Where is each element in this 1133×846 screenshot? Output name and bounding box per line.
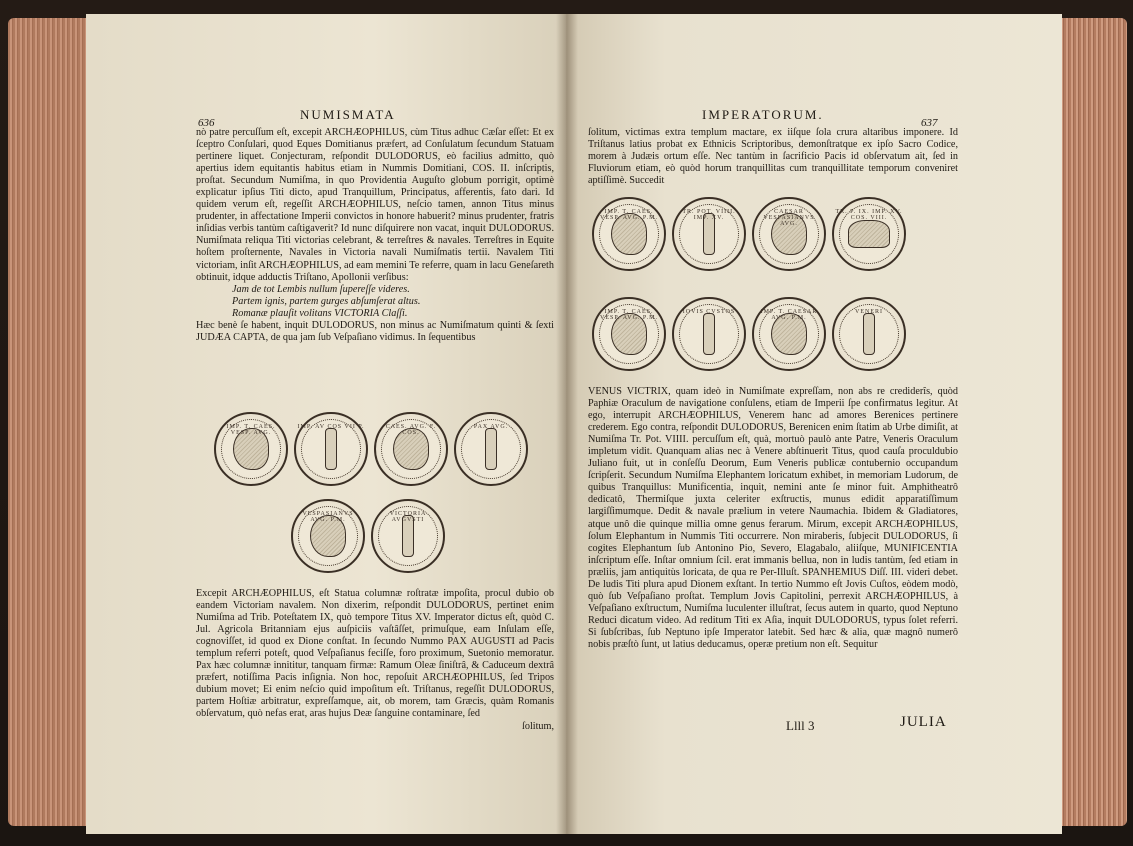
coin-row-top — [592, 197, 906, 271]
verse-line: Partem ignis, partem gurges abſumſerat altus. — [232, 295, 421, 307]
coin-legend: CAES. AVG. F. COS. — [385, 424, 437, 436]
coin-legend: IOVIS CVSTOS — [682, 309, 736, 315]
book-gutter — [556, 14, 578, 834]
page-number: 636 — [198, 117, 215, 129]
paragraph: Excepit ARCHÆOPHILUS, eſt Statua columnæ roſtratæ impoſita, procul dubio ob eandem Victoriam navalem. Non dixerim, reſpondit DULODORUS, pertinet enim Numiſma ad Trib. Poteſtatem IX, quò tempore Titus XV. Imperator dictus eſt, quòd C. Jul. Agricola Britanniam ejus auſpiciis vaſtâſſet, primuſque, eam Inſulam eſſe, cognoviſſet, id quod ex Dione conſtat. In ſecundo Nummo PAX AUGUSTI ad Pacis templum referri poteſt, quod Veſpaſianus feciſſe, foro proximum, Suetonio memoratur. Pax hæc columnæ innititur, tanquam firmæ: Ramum Oleæ ſiniſtrâ, & Caduceum dextrâ præfert, notiſſima Pacis inſignia. Non hoc, repoſuit ARCHÆOPHILUS, ſed Tripos dubium movet; Ei enim neſcio quid impoſitum eſt. Triſtanus, regeſſit DULODORUS, partem Hoſtiæ arbitratur, expreſſamque, ait, ob morem, tam Græcis, quàm Romanis obſervatum, quò nefas erat, aras hujus Deæ ſanguine contaminare, ſed — [196, 588, 554, 720]
paragraph: Hæc benè ſe habent, inquit DULODORUS, non minus ac Numiſmatum quinti & ſexti JUDÆA CAPTA, de qua jam ſub Veſpaſiano vidimus. In ſequentibus — [196, 319, 554, 343]
right-page — [566, 14, 1062, 834]
right-page-edges — [1059, 18, 1127, 826]
paragraph: nò patre percuſſum eſt, excepit ARCHÆOPHILUS, cùm Titus adhuc Cæſar eſſet: Et ex ſceptro Conſulari, quod Eques Domitianus præfert, ad Conſulatum ſecundum Statuam pertinere liquet. Conjecturam, reſpondit DULODORUS, eò facilius admitto, quò apertius idem equitantis habitus etiam in Nummis Domitiani, COS. II. inſcriptis, proſtat. Secundum Numiſma, in quo Providentia Auguſto globum porrigit, optimè explicatur ipſius Titi dicto, apud Tranquillum, Principatus, afferentis, fato dari. Id quidem verum eſt, regeſſit ARCHÆOPHILUS, neſcio tamen, annon Titus minus prudenter, in affectatione Imperii convictos in honore habuerit? minus prudenter, fratris inſidias verbis tantùm caſtigaverit? Id nunc diſquirere non vacat, inquit DULODORUS. Numiſmata reliqua Titi victorias celebrant, & terreſtres & navales. Terreſtres in Equite hoſtem proſternente, Navales in Victoria navali Numiſmatis tertii. Navalem Titi victoriam, inſit ARCHÆOPHILUS, ad eam memini Te referre, quam in lacu Geneſareth obtinuit, idque adductis Triſtano, Apollonii verſibus: — [196, 127, 554, 283]
coin-column — [294, 412, 368, 486]
coin-legend: TR. P. IX. IMP. XV. COS. VIII. — [835, 209, 903, 221]
catchword: JULIA — [900, 714, 947, 730]
coin-legend: IMP. AV COS VII P. — [297, 424, 365, 430]
verse-line: Jam de tot Lembis nullum ſupereſſe videres. — [232, 283, 410, 295]
coin-portrait — [592, 197, 666, 271]
rostral-column-icon — [325, 428, 337, 470]
coin-victory — [371, 499, 445, 573]
verse-line: Romanæ plauſit volitans VICTORIA Claſſi. — [232, 307, 408, 319]
left-text-top — [196, 127, 554, 344]
neptune-figure-icon — [863, 313, 875, 355]
left-page-edges — [8, 18, 88, 826]
coin-legend: IMP. T. CAES. VESP. AVG. — [226, 424, 276, 436]
coin-elephant — [832, 197, 906, 271]
coin-portrait — [214, 412, 288, 486]
coin-row-top — [214, 412, 528, 486]
right-text-top — [588, 127, 958, 187]
coin-row-bottom — [592, 297, 906, 371]
coin-portrait — [752, 197, 826, 271]
coin-pax — [454, 412, 528, 486]
coin-portrait — [291, 499, 365, 573]
pax-figure-icon — [485, 428, 497, 470]
catchword: ſolitum, — [522, 720, 554, 732]
coin-legend: IMP. T. CAES. VESP. AVG. P.M. — [600, 209, 658, 221]
coin-legend: IMP. T. CAESAR AVG. P.M. — [760, 309, 818, 321]
elephant-icon — [848, 220, 890, 248]
paragraph: VENUS VICTRIX, quam ideò in Numiſmate expreſſam, non abs re crediderîs, quòd Paphiæ Oraculum de navigatione conſulens, etiam de Imperii ſpe confirmatus legitur. At ego, interrupit ARCHÆOPHILUS, Venerem hanc ad amores Berenices pertinere crederem. Ego contra, reſpondit DULODORUS, Berenicen enim ſtatim ab Urbe dimiſit, at Numiſma Tr. Pot. VIIII. percuſſum eſt, quà, mortuò paulò ante Patre, Veneris Oraculum impletum vidit. Quanquam alias nec à Venere abſtinuerit Titus, quod cauſa proculdubio Juliano fuit, ut in conſeſſu Deorum, Eum Veneris publicæ contubernio occupandum ſcripſerit. Secundum Numiſma Elephantem loricatum exhibet, in memoriam Ludorum, de quibus Tranquillus: Munificentia, inquit, nemini ante ſe minor fuit. Amphitheatrô dedicatô, Thermiſque juxta celeriter exſtructis, munus edidit apparatiſſimum largiſſimumque. Dedit & navale prælium in vetere Naumachia. Ibidem & Gladiatores, atque unô die quinque millia omne genus ferarum. Mirum, excepit ARCHÆOPHILUS, ſolum Elephantum in Nummis Titi occurrere. Non miraberis, ſubjecit DULODORUS, ſi cogites Elephantum ſub Antonino Pio, Severo, Elagabalo, aliiſque, MUNIFICENTIA inſcriptum eſſe. Inſtar omnium ſcil. erat immanis bellua, non in ludis tantùm, ſed etiam in præliis, jam antiquitùs loricata, de qua re Per-Illuſt. SPANHEMIUS Diſſ. III. videri debet. De ludis Titi plura apud Dionem exſtant. In tertio Nummo eſt Jovis Cuſtos, eòdem modò, quò ſub Veſpaſiano proſtat. Templum Jovis Capitolini, perrexit ARCHÆOPHILUS, à Veſpaſiano exſtructum, Numiſma luculenter illuſtrat, ſecus autem in quarto, quod Neptuno Reduci dicatum video. Ad reditum Titi ex Aſia, inquit DULODORUS, typus ſolet referri. Si ſubſcribas, ſub Neptuno ipſe Imperator latebit. Sed hæc & alia, quæ magnô numerô nobis præſtò ſunt, ut latius deducamus, operæ pretium non eſt. Sequitur — [588, 386, 958, 650]
signature-mark: Llll 3 — [786, 718, 815, 733]
coin-legend: VENERI — [855, 309, 883, 315]
coin-jupiter — [672, 297, 746, 371]
coin-legend: IMP. T. CAES. VESP. AVG. P.M. — [600, 309, 658, 321]
jupiter-figure-icon — [703, 313, 715, 355]
page-number: 637 — [921, 117, 938, 129]
running-head: NUMISMATA — [300, 107, 396, 122]
coin-legend: TR. POT. VIIII. IMP. XV. — [682, 209, 736, 221]
coin-portrait — [374, 412, 448, 486]
coin-venus — [672, 197, 746, 271]
running-head: IMPERATORUM. — [702, 107, 824, 122]
coin-legend: VICTORIA AVGVSTI — [389, 511, 427, 523]
coin-legend: PAX AVG. — [473, 424, 509, 430]
right-text-bottom — [588, 386, 958, 651]
left-text-bottom — [196, 588, 554, 733]
coin-portrait — [752, 297, 826, 371]
coin-legend: VESPASIANVS AVG. P.M. — [302, 511, 354, 523]
coin-row-bottom — [291, 499, 445, 573]
coin-legend: CAESAR VESPASIANVS AVG. — [763, 209, 815, 227]
coin-neptune — [832, 297, 906, 371]
left-page — [86, 14, 566, 834]
paragraph: ſolitum, victimas extra templum mactare, ex iiſque ſola crura altaribus imponere. Id Triſtanus latius probat ex Ethnicis Scriptoribus, demonſtratque ex ipſo Sacro Codice, morem à Judæis ortum eſſe. Nec tantùm in ſacrificio Pacis id obſervatum ait, ſed in Fluviorum etiam, eò quòd horum tranquillitas cum tranquillitate temporum conveniret aptiſſimè. Succedit — [588, 127, 958, 187]
coin-portrait — [592, 297, 666, 371]
